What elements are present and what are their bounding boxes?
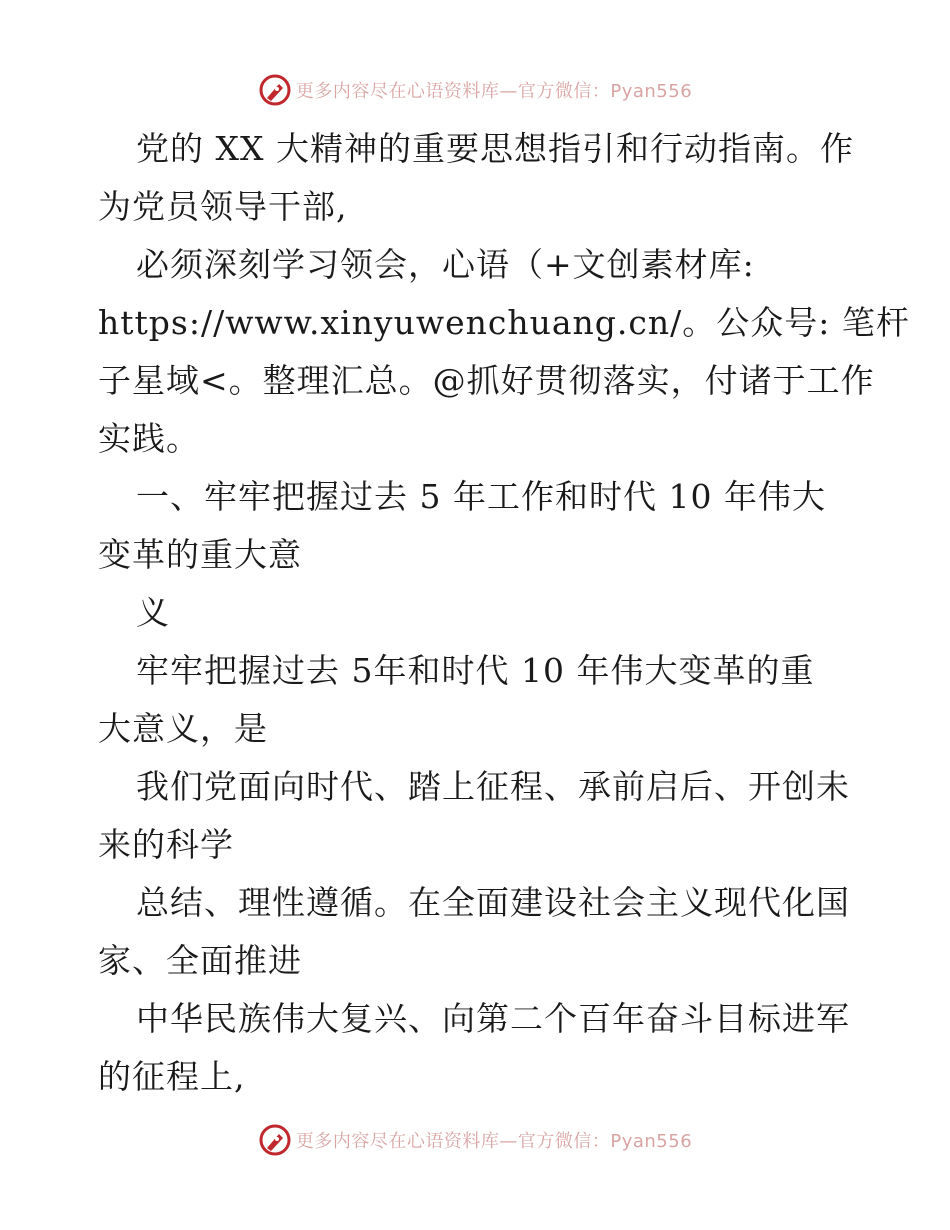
body-line: 中华民族伟大复兴、向第二个百年奋斗目标进军	[136, 999, 850, 1038]
header-watermark	[0, 70, 950, 110]
pen-nib-circle-icon	[258, 73, 292, 107]
body-line: 实践。	[98, 419, 200, 458]
body-line: 党的 XX 大精神的重要思想指引和行动指南。作	[136, 129, 854, 168]
body-line: 牢牢把握过去 5年和时代 10 年伟大变革的重	[136, 651, 815, 690]
body-line: 总结、理性遵循。在全面建设社会主义现代化国	[136, 883, 850, 922]
body-line: 大意义，是	[98, 709, 268, 748]
body-line: 家、全面推进	[98, 941, 302, 980]
pen-nib-circle-icon	[258, 1123, 292, 1157]
footer-watermark-text: 更多内容尽在心语资料库—官方微信：Pyan556	[295, 1131, 693, 1152]
body-line: 必须深刻学习领会，心语（+文创素材库:	[136, 245, 755, 284]
body-line: 的征程上,	[98, 1057, 246, 1096]
body-line: 来的科学	[98, 825, 234, 864]
document-body	[98, 120, 910, 1106]
section-heading: 变革的重大意	[98, 535, 302, 574]
header-watermark-text: 更多内容尽在心语资料库—官方微信：Pyan556	[295, 81, 693, 102]
section-heading: 义	[136, 593, 170, 632]
section-heading: 一、牢牢把握过去 5 年工作和时代 10 年伟大	[136, 477, 826, 516]
body-line: 为党员领导干部,	[98, 187, 348, 226]
body-line-url: https://www.xinyuwenchuang.cn/。公众号: 笔杆	[98, 303, 910, 342]
footer-watermark	[0, 1120, 950, 1160]
body-line: 子星域<。整理汇总。@抓好贯彻落实，付诸于工作	[98, 361, 875, 400]
body-line: 我们党面向时代、踏上征程、承前启后、开创未	[136, 767, 850, 806]
